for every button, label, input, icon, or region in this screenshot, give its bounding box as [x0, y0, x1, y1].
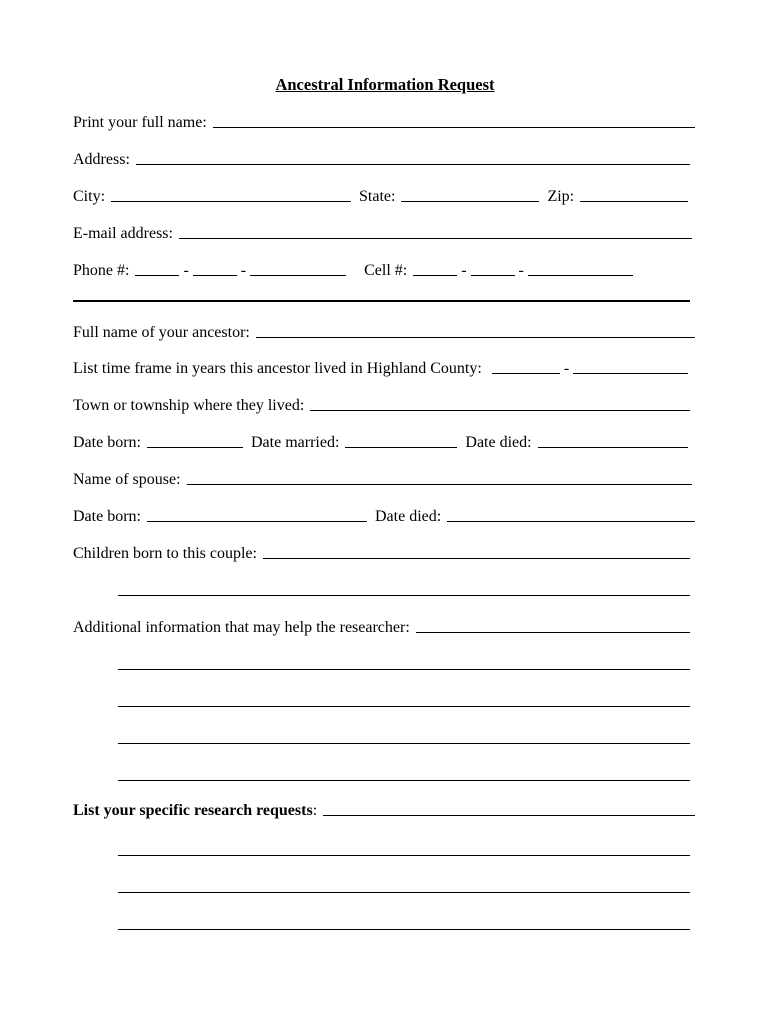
research-requests-row: [73, 798, 695, 820]
cell-dash-2: -: [518, 262, 524, 279]
additional-info-row: [73, 615, 690, 637]
time-frame-dash: -: [563, 360, 570, 377]
time-frame-row: [73, 356, 688, 378]
email-field[interactable]: [179, 238, 692, 239]
phone-prefix-field[interactable]: [193, 275, 237, 276]
zip-label: Zip:: [547, 188, 575, 205]
additional-info-line-row: [118, 689, 690, 711]
address-field[interactable]: [136, 164, 690, 165]
additional-info-line-row: [118, 652, 690, 674]
children-continuation-field[interactable]: [118, 595, 690, 596]
cell-label: Cell #:: [364, 262, 408, 279]
address-row: [73, 147, 690, 169]
phone-dash-2: -: [240, 262, 247, 279]
full-name-label: Print your full name:: [73, 114, 207, 131]
spouse-born-field[interactable]: [147, 521, 367, 522]
date-married-field[interactable]: [345, 447, 457, 448]
date-married-label: Date married:: [250, 434, 340, 451]
time-frame-start-field[interactable]: [492, 373, 560, 374]
section-divider: [73, 300, 690, 302]
date-born-label: Date born:: [73, 434, 141, 451]
full-name-row: [73, 110, 695, 132]
ancestor-dates-row: [73, 430, 688, 452]
phone-label: Phone #:: [73, 262, 130, 279]
cell-prefix-field[interactable]: [471, 275, 515, 276]
additional-info-label: Additional information that may help the researcher:: [73, 619, 410, 636]
spouse-born-label: Date born:: [73, 508, 141, 525]
spouse-died-field[interactable]: [447, 521, 695, 522]
ancestor-name-row: [73, 320, 695, 342]
spouse-dates-row: [73, 504, 695, 526]
time-frame-end-field[interactable]: [573, 373, 688, 374]
ancestor-name-label: Full name of your ancestor:: [73, 324, 250, 341]
phone-number-field[interactable]: [250, 275, 346, 276]
additional-info-line-4[interactable]: [118, 780, 690, 781]
research-line-row: [118, 875, 690, 897]
research-line-row: [118, 838, 690, 860]
additional-info-line-2[interactable]: [118, 706, 690, 707]
spouse-died-label: Date died:: [374, 508, 442, 525]
children-continuation-row: [118, 578, 690, 600]
additional-info-line-3[interactable]: [118, 743, 690, 744]
state-label: State:: [359, 188, 396, 205]
town-label: Town or township where they lived:: [73, 397, 305, 414]
research-line-3[interactable]: [118, 929, 690, 930]
address-label: Address:: [73, 151, 130, 168]
town-field[interactable]: [310, 410, 690, 411]
research-requests-label: List your specific research requests: [73, 802, 313, 819]
research-line-2[interactable]: [118, 892, 690, 893]
town-row: [73, 393, 690, 415]
children-field[interactable]: [263, 558, 690, 559]
time-frame-label: List time frame in years this ancestor lived in Highland County:: [73, 360, 482, 377]
date-died-field[interactable]: [538, 447, 688, 448]
spouse-name-row: [73, 467, 692, 489]
additional-info-field[interactable]: [416, 632, 690, 633]
spouse-name-field[interactable]: [187, 484, 692, 485]
date-died-label: Date died:: [465, 434, 532, 451]
phone-area-field[interactable]: [135, 275, 179, 276]
additional-info-line-row: [118, 763, 690, 785]
full-name-field[interactable]: [213, 127, 695, 128]
research-requests-field[interactable]: [323, 815, 695, 816]
additional-info-line-1[interactable]: [118, 669, 690, 670]
ancestor-name-field[interactable]: [256, 337, 695, 338]
cell-dash-1: -: [461, 262, 467, 279]
spouse-name-label: Name of spouse:: [73, 471, 181, 488]
children-label: Children born to this couple:: [73, 545, 257, 562]
additional-info-line-row: [118, 726, 690, 748]
cell-area-field[interactable]: [413, 275, 457, 276]
research-line-row: [118, 912, 690, 934]
phone-row: [73, 258, 633, 280]
email-row: [73, 221, 692, 243]
city-label: City:: [73, 188, 106, 205]
form-title: Ancestral Information Request: [275, 75, 495, 94]
zip-field[interactable]: [580, 201, 688, 202]
email-label: E-mail address:: [73, 225, 173, 242]
date-born-field[interactable]: [147, 447, 243, 448]
research-requests-colon: :: [312, 802, 318, 819]
cell-number-field[interactable]: [528, 275, 633, 276]
children-row: [73, 541, 690, 563]
state-field[interactable]: [401, 201, 539, 202]
phone-dash-1: -: [183, 262, 189, 279]
research-line-1[interactable]: [118, 855, 690, 856]
city-field[interactable]: [111, 201, 351, 202]
city-state-zip-row: [73, 184, 688, 206]
